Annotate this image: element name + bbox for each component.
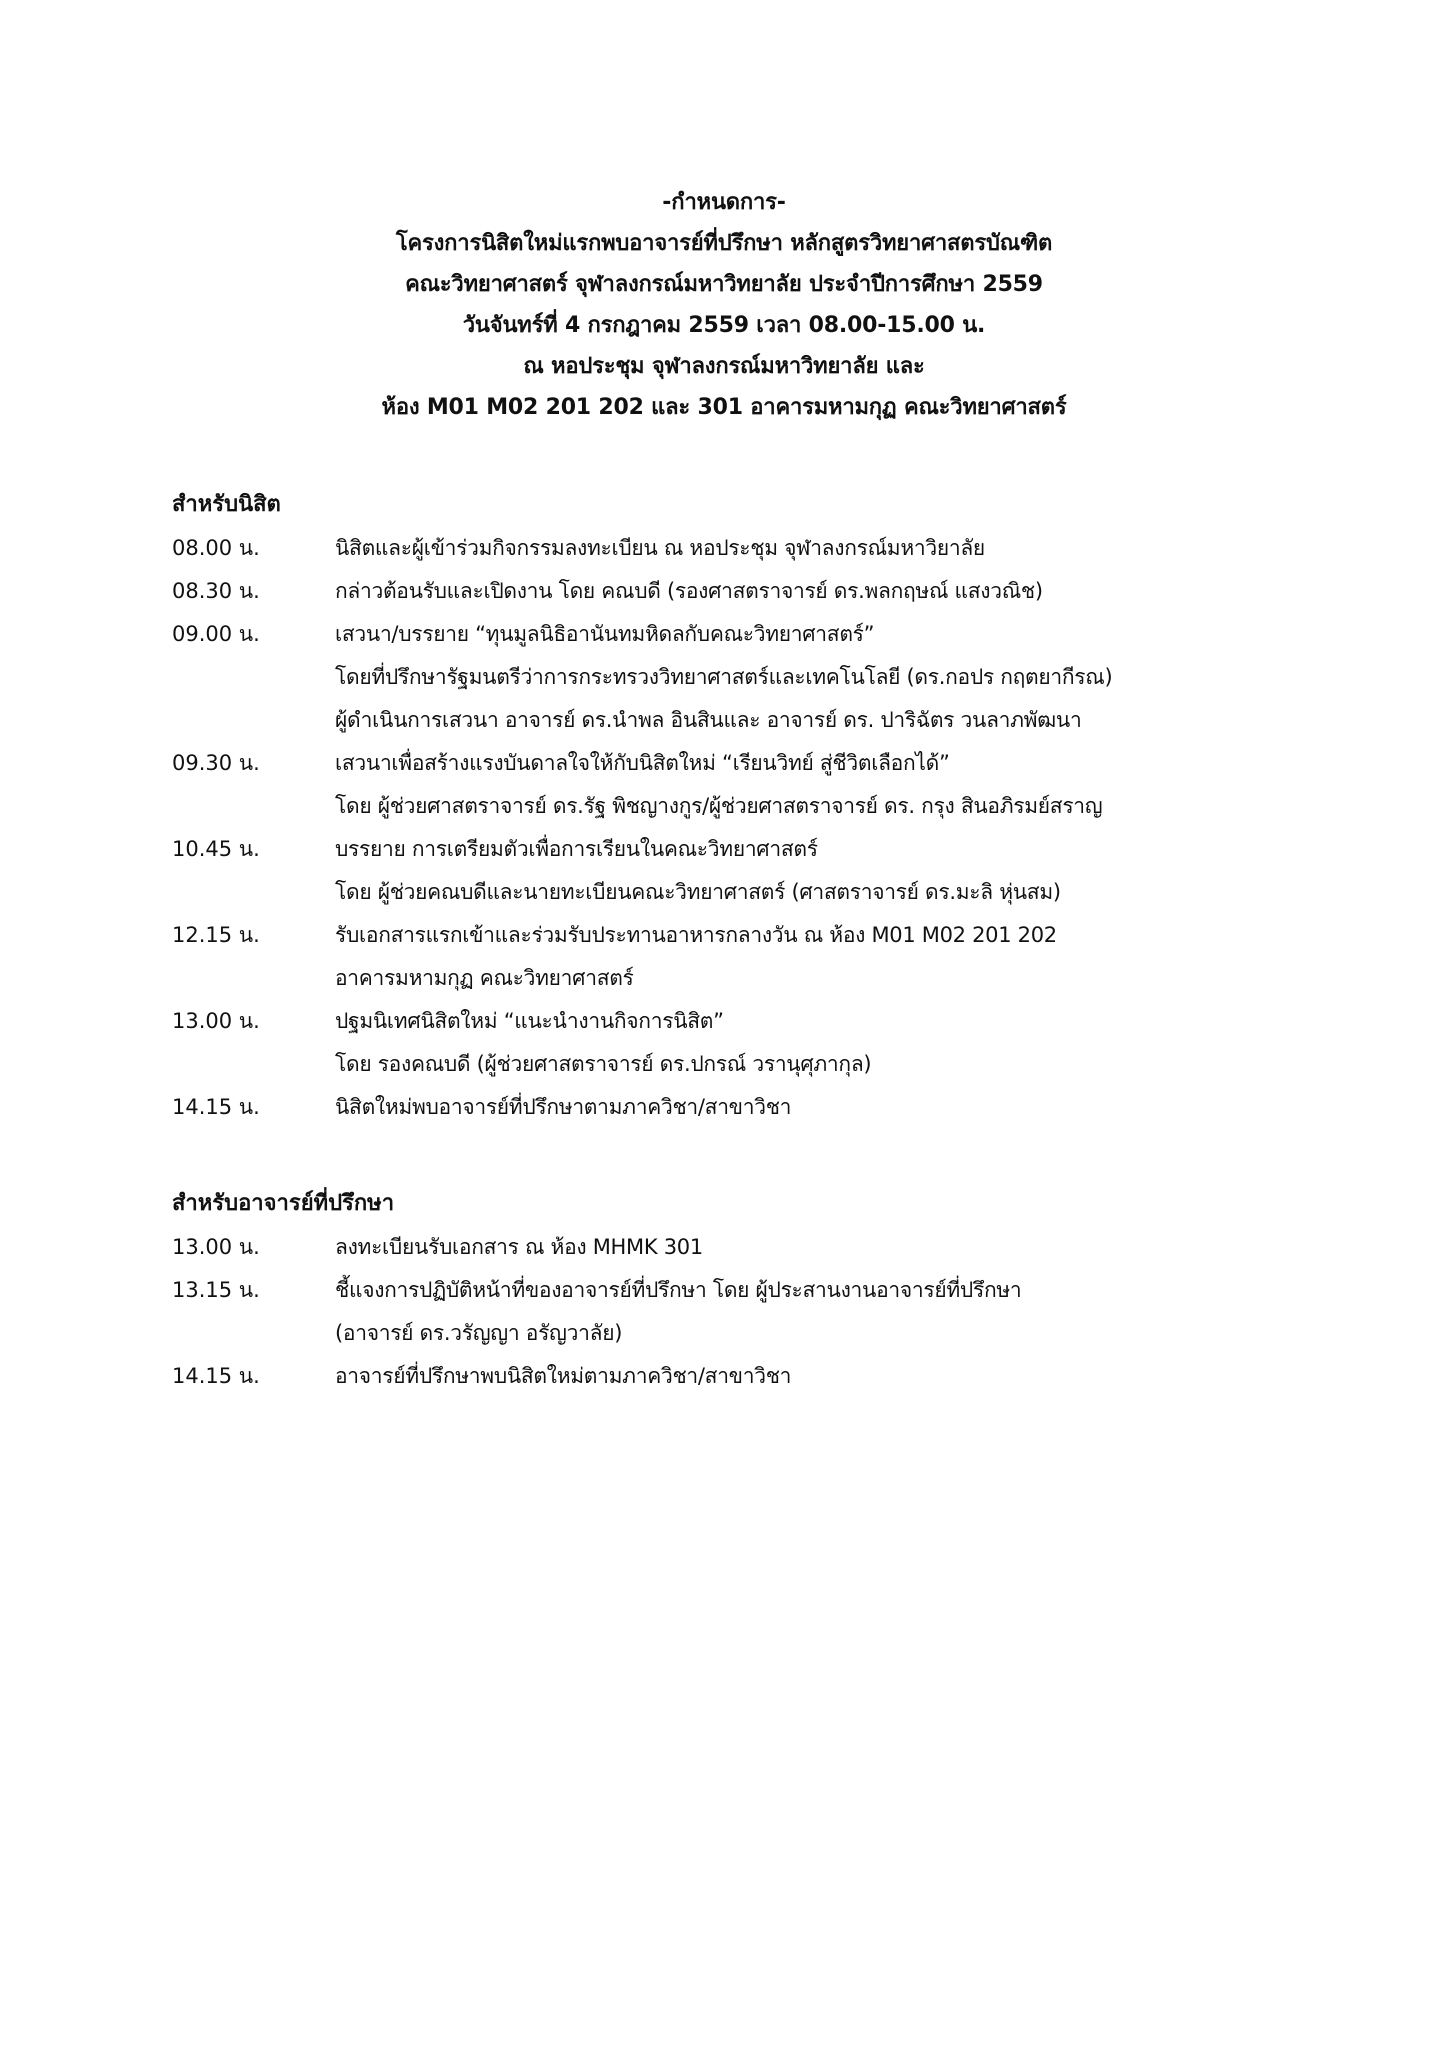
time-label: 09.00 น. (172, 622, 260, 646)
students-section (172, 483, 1322, 1129)
schedule-row (172, 1226, 1322, 1269)
activity-speaker: โดย ผู้ช่วยคณบดีและนายทะเบียนคณะวิทยาศาสตร์ (ศาสตราจารย์ ดร.มะลิ หุ่นสม) (335, 880, 1061, 904)
time-label: 08.30 น. (172, 579, 260, 603)
activity-text: นิสิตและผู้เข้าร่วมกิจกรรมลงทะเบียน ณ หอประชุม จุฬาลงกรณ์มหาวิยาลัย (335, 536, 985, 560)
advisors-section (172, 1182, 1322, 1398)
activity-speaker: โดย รองคณบดี (ผู้ช่วยศาสตราจารย์ ดร.ปกรณ์ วรานุศุภากุล) (335, 1052, 872, 1076)
activity-text: เสวนาเพื่อสร้างแรงบันดาลใจให้กับนิสิตใหม่ “เรียนวิทย์ สู่ชีวิตเลือกได้” (335, 751, 950, 775)
faculty-year: คณะวิทยาศาสตร์ จุฬาลงกรณ์มหาวิทยาลัย ประจำปีการศึกษา 2559 (405, 272, 1043, 297)
time-label: 14.15 น. (172, 1095, 260, 1119)
schedule-row (172, 613, 1322, 742)
schedule-row (172, 828, 1322, 914)
activity-text: อาจารย์ที่ปรึกษาพบนิสิตใหม่ตามภาควิชา/สาขาวิชา (335, 1364, 792, 1388)
time-label: 13.15 น. (172, 1278, 260, 1302)
activity-text: ลงทะเบียนรับเอกสาร ณ ห้อง MHMK 301 (335, 1235, 703, 1259)
schedule-label: -กำหนดการ- (662, 190, 786, 215)
time-label: 09.30 น. (172, 751, 260, 775)
schedule-row (172, 1000, 1322, 1086)
schedule-row (172, 1355, 1322, 1398)
activity-text: ชี้แจงการปฏิบัติหน้าที่ของอาจารย์ที่ปรึกษา โดย ผู้ประสานงานอาจารย์ที่ปรึกษา (335, 1278, 1022, 1302)
venue-line-2: ห้อง M01 M02 201 202 และ 301 อาคารมหามกุฏ คณะวิทยาศาสตร์ (381, 395, 1067, 420)
event-date-time: วันจันทร์ที่ 4 กรกฎาคม 2559 เวลา 08.00-15.00 น. (462, 313, 986, 338)
activity-text: ปฐมนิเทศนิสิตใหม่ “แนะนำงานกิจการนิสิต” (335, 1009, 724, 1033)
time-label: 14.15 น. (172, 1364, 260, 1388)
schedule-row (172, 742, 1322, 828)
students-heading: สำหรับนิสิต (172, 492, 281, 517)
activity-speaker: โดย ผู้ช่วยศาสตราจารย์ ดร.รัฐ พิชญางกูร/ผู้ช่วยศาสตราจารย์ ดร. กรุง สินอภิรมย์สราญ (335, 794, 1103, 818)
activity-text: รับเอกสารแรกเข้าและร่วมรับประทานอาหารกลางวัน ณ ห้อง M01 M02 201 202 (335, 923, 1057, 947)
schedule-row (172, 527, 1322, 570)
time-label: 13.00 น. (172, 1009, 260, 1033)
activity-text: กล่าวต้อนรับและเปิดงาน โดย คณบดี (รองศาสตราจารย์ ดร.พลกฤษณ์ แสงวณิช) (335, 579, 1043, 603)
project-title: โครงการนิสิตใหม่แรกพบอาจารย์ที่ปรึกษา หลักสูตรวิทยาศาสตรบัณฑิต (395, 231, 1053, 256)
activity-text: นิสิตใหม่พบอาจารย์ที่ปรึกษาตามภาควิชา/สาขาวิชา (335, 1095, 792, 1119)
activity-speaker: (อาจารย์ ดร.วรัญญา อรัญวาลัย) (335, 1321, 623, 1345)
venue-line-1: ณ หอประชุม จุฬาลงกรณ์มหาวิทยาลัย และ (523, 354, 925, 379)
activity-speaker: โดยที่ปรึกษารัฐมนตรีว่าการกระทรวงวิทยาศาสตร์และเทคโนโลยี (ดร.กอปร กฤตยากีรณ) (335, 665, 1113, 689)
activity-location: อาคารมหามกุฏ คณะวิทยาศาสตร์ (335, 966, 634, 990)
time-label: 13.00 น. (172, 1235, 260, 1259)
schedule-title-block (0, 182, 1448, 428)
advisors-heading: สำหรับอาจารย์ที่ปรึกษา (172, 1191, 395, 1216)
activity-moderator: ผู้ดำเนินการเสวนา อาจารย์ ดร.นำพล อินสินและ อาจารย์ ดร. ปาริฉัตร วนลาภพัฒนา (335, 708, 1082, 732)
schedule-row (172, 1086, 1322, 1129)
time-label: 10.45 น. (172, 837, 260, 861)
schedule-row (172, 914, 1322, 1000)
activity-text: บรรยาย การเตรียมตัวเพื่อการเรียนในคณะวิทยาศาสตร์ (335, 837, 818, 861)
schedule-row (172, 1269, 1322, 1355)
time-label: 08.00 น. (172, 536, 260, 560)
schedule-row (172, 570, 1322, 613)
activity-text: เสวนา/บรรยาย “ทุนมูลนิธิอานันทมหิดลกับคณะวิทยาศาสตร์” (335, 622, 875, 646)
time-label: 12.15 น. (172, 923, 260, 947)
